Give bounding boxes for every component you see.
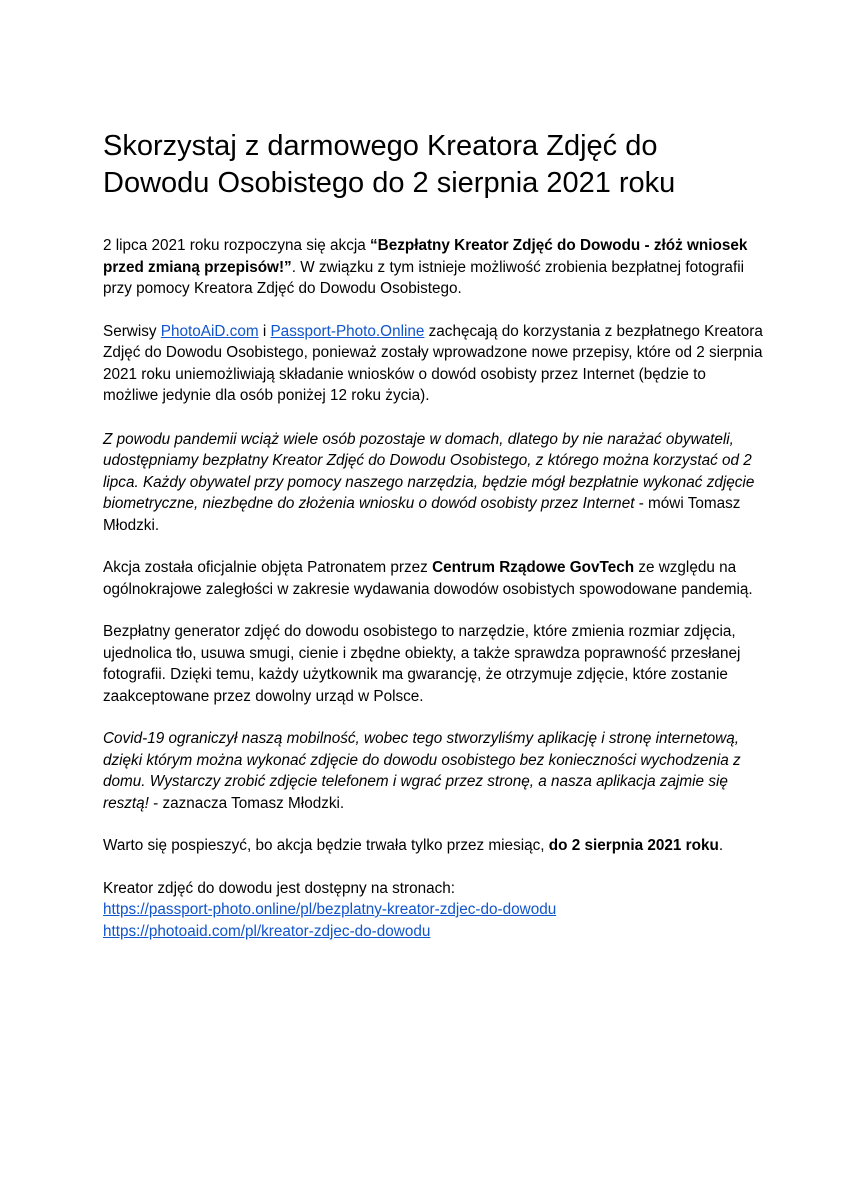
deadline-date: do 2 sierpnia 2021 roku — [548, 837, 719, 854]
passport-photo-link[interactable]: Passport-Photo.Online — [270, 322, 425, 340]
quote-1-attribution: - mówi Tomasz Młodzki. — [103, 495, 741, 534]
links-intro: Kreator zdjęć do dowodu jest dostępny na stronach: — [103, 879, 456, 897]
quote-2-attribution: - zaznacza Tomasz Młodzki. — [148, 794, 345, 812]
quote-1-text: Z powodu pandemii wciąż wiele osób pozostaje w domach, dlatego by nie narażać obywateli, udostępniamy bezpłatny Kreator Zdjęć do Dowodu Osobistego, z którego można korzystać od 2 lipca. Każdy obywatel przy pomocy naszego narzędzia, będzie mógł bezpłatnie wykonać zdjęcie biometryczne, niezbędne do złożenia wniosku o dowód osobisty przez Internet — [103, 430, 755, 512]
paragraph-quote-1 — [103, 429, 763, 537]
patronage-text-1: Akcja została oficjalnie objęta Patronatem przez — [103, 559, 433, 576]
intro-text-1: 2 lipca 2021 roku rozpoczyna się akcja — [103, 237, 370, 254]
paragraph-deadline — [103, 835, 763, 857]
quote-2-text: Covid-19 ograniczył naszą mobilność, wobec tego stworzyliśmy aplikację i stronę internetową, dzięki którym można wykonać zdjęcie do dowodu osobistego bez konieczności wychodzenia z domu. Wystarczy zrobić zdjęcie telefonem i wgrać przez stronę, a nasza aplikacja zajmie się resztą! — [103, 730, 741, 812]
paragraph-intro — [103, 235, 763, 300]
deadline-text-2: . — [718, 837, 724, 854]
campaign-name: “Bezpłatny Kreator Zdjęć do Dowodu - złóż wniosek przed zmianą przepisów!” — [103, 237, 748, 276]
patronage-text-2: ze względu na ogólnokrajowe zaległości w zakresie wydawania dowodów osobistych spowodowane pandemią. — [103, 559, 753, 598]
photoaid-link[interactable]: PhotoAiD.com — [160, 322, 259, 340]
generator-text: Bezpłatny generator zdjęć do dowodu osobistego to narzędzie, które zmienia rozmiar zdjęcia, ujednolica tło, usuwa smugi, cienie i zbędne obiekty, a także sprawdza poprawność przesłanej fotografii. Dzięki temu, każdy użytkownik ma gwarancję, że otrzymuje zdjęcie, które zostanie zaakceptowane przez dowolny urząd w Polsce. — [103, 623, 741, 705]
document-page — [103, 128, 763, 942]
passport-photo-url-link[interactable]: https://passport-photo.online/pl/bezplatny-kreator-zdjec-do-dowodu — [103, 901, 557, 918]
intro-text-2: . W związku z tym istnieje możliwość zrobienia bezpłatnej fotografii przy pomocy Kreatora Zdjęć do Dowodu Osobistego. — [103, 258, 744, 297]
paragraph-links — [103, 878, 763, 943]
photoaid-url-link[interactable]: https://photoaid.com/pl/kreator-zdjec-do-dowodu — [103, 922, 431, 940]
paragraph-services — [103, 321, 763, 407]
govtech-name: Centrum Rządowe GovTech — [432, 559, 635, 576]
services-text-3: zachęcają do korzystania z bezpłatnego Kreatora Zdjęć do Dowodu Osobistego, ponieważ zostały wprowadzone nowe przepisy, które od 2 sierpnia 2021 roku uniemożliwiają składanie wniosków o dowód osobisty przez Internet (będzie to możliwe jedynie dla osób poniżej 12 roku życia). — [103, 322, 763, 404]
paragraph-quote-2 — [103, 728, 763, 814]
deadline-text-1: Warto się pospieszyć, bo akcja będzie trwała tylko przez miesiąc, — [103, 837, 549, 854]
paragraph-generator — [103, 621, 763, 707]
services-text-2: i — [258, 322, 271, 340]
paragraph-patronage — [103, 557, 763, 600]
page-title: Skorzystaj z darmowego Kreatora Zdjęć do Dowodu Osobistego do 2 sierpnia 2021 roku — [103, 130, 676, 199]
services-text-1: Serwisy — [103, 322, 161, 340]
